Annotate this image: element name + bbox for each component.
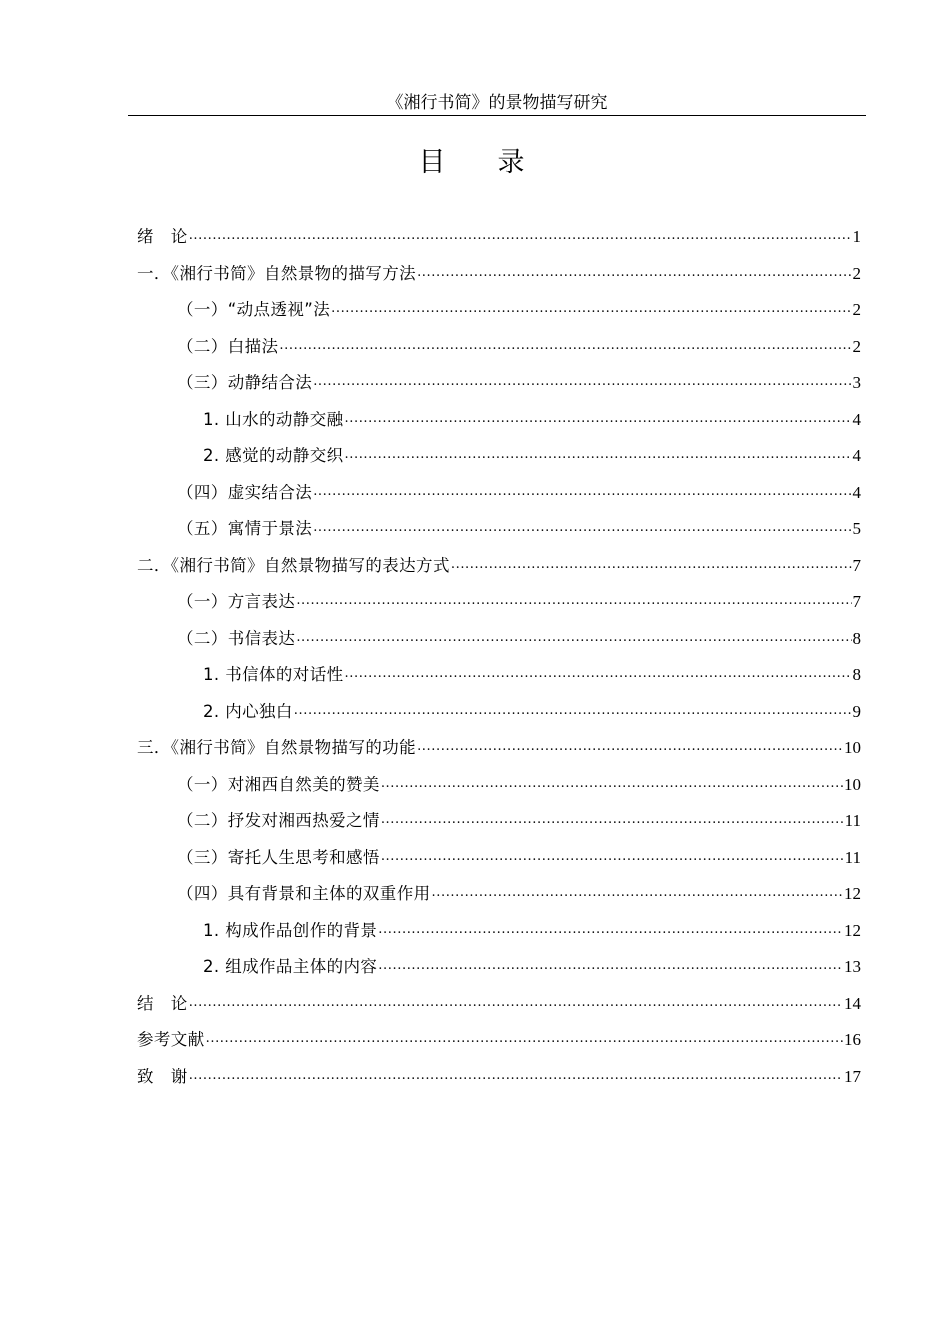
toc-entry-page: 7 [852, 592, 861, 611]
header-rule [128, 115, 866, 116]
toc-entry-page: 17 [844, 1066, 861, 1086]
toc-leader [381, 812, 844, 828]
toc-leader [296, 630, 851, 646]
toc-leader [381, 776, 843, 792]
toc-entry[interactable] [177, 368, 861, 394]
toc-entry-label: 1. 构成作品创作的背景 [203, 920, 378, 940]
toc-leader [345, 666, 852, 682]
toc-entry[interactable] [137, 222, 861, 248]
toc-entry[interactable] [137, 733, 861, 759]
toc-entry-label: 一．《湘行书简》自然景物的描写方法 [137, 263, 417, 283]
toc-leader [378, 922, 843, 938]
toc-entry-page: 11 [844, 811, 861, 830]
toc-entry[interactable] [177, 478, 861, 504]
toc-entry-page: 11 [844, 847, 861, 867]
toc-entry-label: （二）白描法 [177, 336, 279, 356]
toc-leader [189, 995, 843, 1011]
toc-entry-label: 2. 组成作品主体的内容 [203, 957, 378, 976]
toc-entry[interactable] [137, 1062, 861, 1088]
toc-entry-label: 三．《湘行书简》自然景物描写的功能 [137, 738, 417, 757]
toc-entry[interactable] [203, 441, 861, 467]
toc-entry-page: 2 [852, 263, 861, 283]
toc-entry-page: 5 [852, 519, 861, 538]
toc-leader [206, 1031, 843, 1047]
toc-entry-page: 8 [852, 628, 861, 648]
toc-leader [189, 1068, 843, 1084]
toc-entry-label: （三）寄托人生思考和感悟 [177, 847, 380, 867]
toc-leader [432, 885, 844, 901]
toc-entry-page: 4 [852, 409, 861, 429]
toc-entry[interactable] [137, 989, 861, 1015]
toc-entry-page: 14 [844, 993, 861, 1013]
toc-entry-label: （二）书信表达 [177, 628, 296, 648]
toc-entry-label: （三）动静结合法 [177, 373, 313, 392]
toc-entry-page: 10 [844, 738, 861, 757]
toc-entry[interactable] [177, 332, 861, 358]
toc-entry-label: 2. 内心独白 [203, 701, 293, 721]
toc-title: 目录 [418, 147, 577, 178]
toc-entry-page: 9 [852, 701, 861, 721]
toc-leader [189, 228, 852, 244]
toc-entry-label: 二．《湘行书简》自然景物描写的表达方式 [137, 555, 450, 575]
toc-entry-page: 10 [844, 774, 861, 794]
toc-entry-page: 7 [852, 555, 861, 575]
toc-entry-page: 13 [844, 957, 861, 976]
toc-leader [378, 958, 843, 974]
toc-entry-page: 16 [844, 1030, 861, 1049]
toc-entry-page: 2 [852, 300, 861, 319]
toc-leader [345, 447, 852, 463]
toc-entry-label: 1. 书信体的对话性 [203, 665, 344, 684]
toc-leader [451, 557, 852, 573]
toc-leader [296, 593, 851, 609]
toc-leader [331, 301, 851, 317]
toc-entry[interactable] [177, 806, 861, 832]
toc-entry-page: 4 [852, 446, 861, 465]
toc-entry[interactable] [177, 879, 861, 905]
toc-entry-page: 8 [852, 665, 861, 684]
toc-entry-label: 致 谢 [137, 1066, 188, 1086]
toc-leader [313, 374, 851, 390]
toc-entry-label: （一）“动点透视”法 [177, 300, 331, 319]
toc-leader [417, 265, 851, 281]
toc-entry[interactable] [203, 697, 861, 723]
toc-entry-label: （二）抒发对湘西热爱之情 [177, 811, 380, 830]
toc-entry[interactable] [137, 259, 861, 285]
toc-entry[interactable] [203, 405, 861, 431]
toc-leader [381, 849, 844, 865]
toc-entry-label: （五）寓情于景法 [177, 519, 313, 538]
toc-entry-label: （一）方言表达 [177, 592, 296, 611]
toc-entry-page: 4 [852, 482, 861, 502]
toc-leader [313, 484, 851, 500]
toc-entry[interactable] [177, 770, 861, 796]
toc-leader [294, 703, 852, 719]
toc-entry-page: 1 [852, 227, 861, 246]
toc-entry-label: （四）虚实结合法 [177, 482, 313, 502]
toc-leader [313, 520, 851, 536]
toc-leader [345, 411, 852, 427]
toc-entry-label: 2. 感觉的动静交织 [203, 446, 344, 465]
toc-entry-page: 12 [844, 884, 861, 903]
toc-entry-label: （一）对湘西自然美的赞美 [177, 774, 380, 794]
toc-entry[interactable] [177, 587, 861, 613]
toc-entry[interactable] [203, 952, 861, 978]
toc-entry[interactable] [177, 295, 861, 321]
toc-entry-label: 结 论 [137, 993, 188, 1013]
toc-entry[interactable] [177, 843, 861, 869]
toc-entry[interactable] [177, 624, 861, 650]
toc-entry-label: 参考文献 [137, 1030, 205, 1049]
toc-entry-label: （四）具有背景和主体的双重作用 [177, 884, 431, 903]
toc-entry-page: 12 [844, 920, 861, 940]
toc-entry-label: 绪 论 [137, 227, 188, 246]
toc-entry-page: 3 [852, 373, 861, 392]
toc-entry[interactable] [203, 660, 861, 686]
running-header: 《湘行书简》的景物描写研究 [386, 93, 608, 113]
toc-leader [279, 338, 851, 354]
toc-entry[interactable] [137, 1025, 861, 1051]
toc-entry[interactable] [203, 916, 861, 942]
toc-leader [417, 739, 843, 755]
toc-entry-label: 1. 山水的动静交融 [203, 409, 344, 429]
toc-entry[interactable] [177, 514, 861, 540]
toc-entry[interactable] [137, 551, 861, 577]
toc-entry-page: 2 [852, 336, 861, 356]
